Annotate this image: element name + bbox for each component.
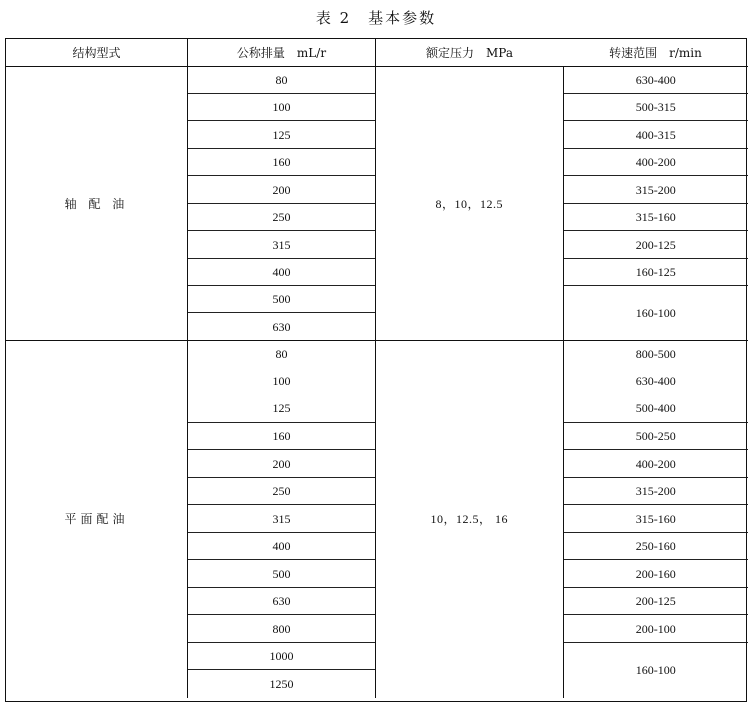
structure-cell: 平面配油 <box>6 341 188 698</box>
displacement-cell: 630 <box>188 588 376 615</box>
displacement-cell: 400 <box>188 533 376 560</box>
displacement-cell: 315 <box>188 231 376 259</box>
speed-cell: 200-125 <box>563 231 748 259</box>
pressure-cell: 8，10，12.5 <box>376 67 564 341</box>
speed-cell: 200-160 <box>563 560 748 588</box>
speed-cell: 250-160 <box>563 533 748 560</box>
speed-cell: 400-315 <box>563 121 748 149</box>
speed-cell: 315-160 <box>563 505 748 533</box>
displacement-cell: 80 <box>188 341 376 368</box>
displacement-cell: 500 <box>188 560 376 588</box>
speed-cell: 160-100 <box>563 643 748 698</box>
speed-cell: 160-100 <box>563 286 748 341</box>
speed-cell: 160-125 <box>563 259 748 286</box>
speed-cell: 630-400 <box>635 374 676 388</box>
speed-cell: 200-125 <box>563 588 748 615</box>
table-row <box>6 341 748 368</box>
displacement-cell: 1000 <box>188 643 376 670</box>
displacement-cell: 100 <box>188 94 376 121</box>
parameter-table <box>6 39 748 698</box>
displacement-cell: 315 <box>188 505 376 533</box>
speed-cell: 200-100 <box>563 615 748 643</box>
displacement-cell: 125 <box>188 121 376 149</box>
pressure-cell: 10，12.5， 16 <box>376 341 564 698</box>
structure-cell: 轴 配 油 <box>6 67 188 341</box>
displacement-cell: 400 <box>188 259 376 286</box>
speed-cell: 500-400 <box>635 401 676 416</box>
displacement-cell: 100 <box>188 368 376 395</box>
speed-cell: 800-500 <box>563 341 748 368</box>
header-speed: 转速范围 r/min <box>563 39 748 67</box>
displacement-cell: 160 <box>188 423 376 450</box>
header-structure: 结构型式 <box>6 39 188 67</box>
table-row <box>6 67 748 94</box>
speed-cell: 500-315 <box>563 94 748 121</box>
table-header-row <box>6 39 748 67</box>
displacement-cell: 250 <box>188 204 376 231</box>
displacement-cell: 200 <box>188 176 376 204</box>
table-title: 表 2 基本参数 <box>315 9 437 27</box>
displacement-cell: 125 <box>188 395 376 423</box>
speed-cell: 400-200 <box>563 149 748 176</box>
speed-cell: 500-250 <box>563 423 748 450</box>
speed-cell: 315-200 <box>563 478 748 505</box>
displacement-cell: 80 <box>188 67 376 94</box>
displacement-cell: 250 <box>188 478 376 505</box>
displacement-cell: 500 <box>188 286 376 313</box>
displacement-cell: 200 <box>188 450 376 478</box>
displacement-cell: 1250 <box>188 670 376 698</box>
header-pressure: 额定压力 MPa <box>376 39 564 67</box>
speed-cell: 315-160 <box>563 204 748 231</box>
speed-cell: 315-200 <box>563 176 748 204</box>
displacement-cell: 800 <box>188 615 376 643</box>
table-body <box>6 67 748 698</box>
header-displacement: 公称排量 mL/r <box>188 39 376 67</box>
displacement-cell: 630 <box>188 313 376 341</box>
displacement-cell: 160 <box>188 149 376 176</box>
speed-cell: 400-200 <box>563 450 748 478</box>
speed-cell: 630-400 <box>635 73 676 87</box>
